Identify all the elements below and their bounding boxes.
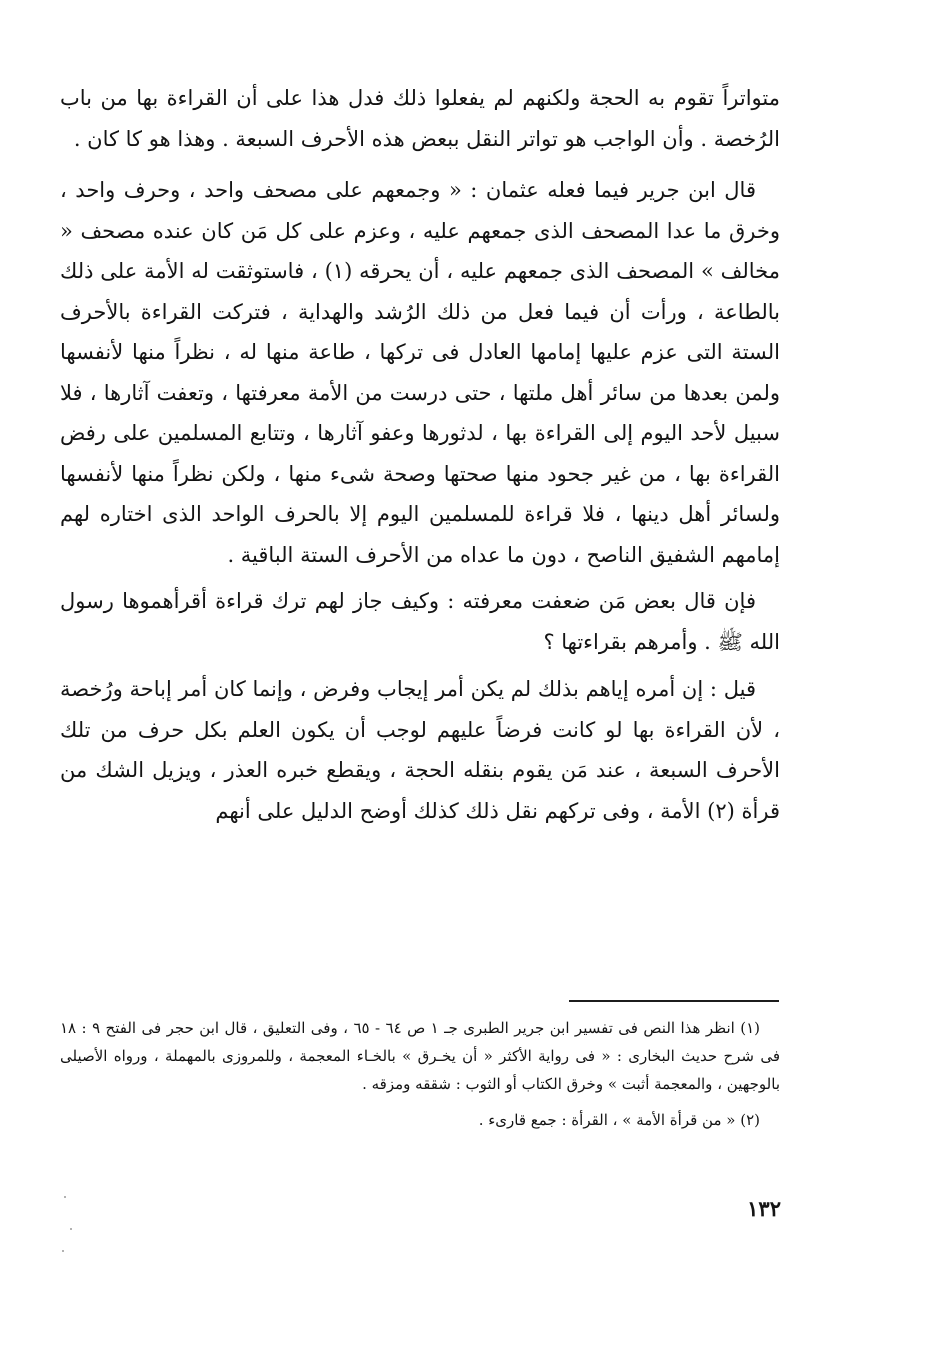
footnote-separator [569,1000,779,1002]
footnotes [60,1014,780,1134]
paragraph-question: فإن قال بعض مَن ضعفت معرفته : وكيف جاز لهم ترك قراءة أقرأهموها رسول الله ﷺ . وأمرهم بقراءتها ؟ [60,589,780,654]
main-text [60,78,780,831]
scan-speck [70,1228,72,1230]
paragraph-continuation: متواتراً تقوم به الحجة ولكنهم لم يفعلوا ذلك فدل هذا على أن القراءة بها من باب الرُخصة . وأن الواجب هو تواتر النقل ببعض هذه الأحرف السبعة . وهذا هو كا كان . [60,86,780,151]
scan-speck [64,1196,66,1198]
paragraph-ibn-jarir-quote: قال ابن جرير فيما فعله عثمان : « وجمعهم على مصحف واحد ، وحرف واحد ، وخرق ما عدا المصحف الذى جمعهم عليه ، وعزم على كل مَن كان عنده مصحف « مخالف » المصحف الذى جمعهم عليه ، أن يحرقه (١) ، فاستوثقت له الأمة على ذلك بالطاعة ، ورأت أن فيما فعل من ذلك الرُشد والهداية ، فتركت القراءة بالأحرف الستة التى عزم عليها إمامها العادل فى تركها ، طاعة منها له ، نظراً منها لأنفسها ولمن بعدها من سائر أهل ملتها ، حتى درست من الأمة معرفتها ، وتعفت آثارها ، فلا سبيل لأحد اليوم إلى القراءة بها ، لدثورها وعفو آثارها ، وتتابع المسلمين على رفض القراءة بها ، من غير جحود منها صحتها وصحة شىء منها ، ولكن نظراً منها لأنفسها ولسائر أهل دينها ، فلا قراءة للمسلمين اليوم إلا بالحرف الواحد الذى اختاره لهم إمامهم الشفيق الناصح ، دون ما عداه من الأحرف الستة الباقية . [60,178,780,567]
footnote-1: (١) انظر هذا النص فى تفسير ابن جرير الطبرى جـ ١ ص ٦٤ - ٦٥ ، وفى التعليق ، قال ابن حجر فى الفتح ٩ : ١٨ فى شرح حديث البخارى : « فى رواية الأكثر « أن يخـرق » بالخـاء المعجمة ، وللمروزى بالمهملة ، ورواه الأصيلى بالوجهين ، والمعجمة أثبت » وخرق الكتاب أو الثوب : شققه ومزقه . [60,1019,780,1093]
paragraph-answer: قيل : إن أمره إياهم بذلك لم يكن أمر إيجاب وفرض ، وإنما كان أمر إباحة ورُخصة ، لأن القراءة بها لو كانت فرضاً عليهم لوجب أن يكون العلم بكل حرف من تلك الأحرف السبعة ، عند مَن يقوم بنقله الحجة ، ويقطع خبره العذر ، ويزيل الشك من قرأة (٢) الأمة ، وفى تركهم نقل ذلك كذلك أوضح الدليل على أنهم [60,677,780,823]
page-number: ١٣٢ [747,1196,781,1221]
footnote-2: (٢) « من قرأة الأمة » ، القرأة : جمع قارىء . [478,1111,760,1129]
scan-speck [62,1250,64,1252]
